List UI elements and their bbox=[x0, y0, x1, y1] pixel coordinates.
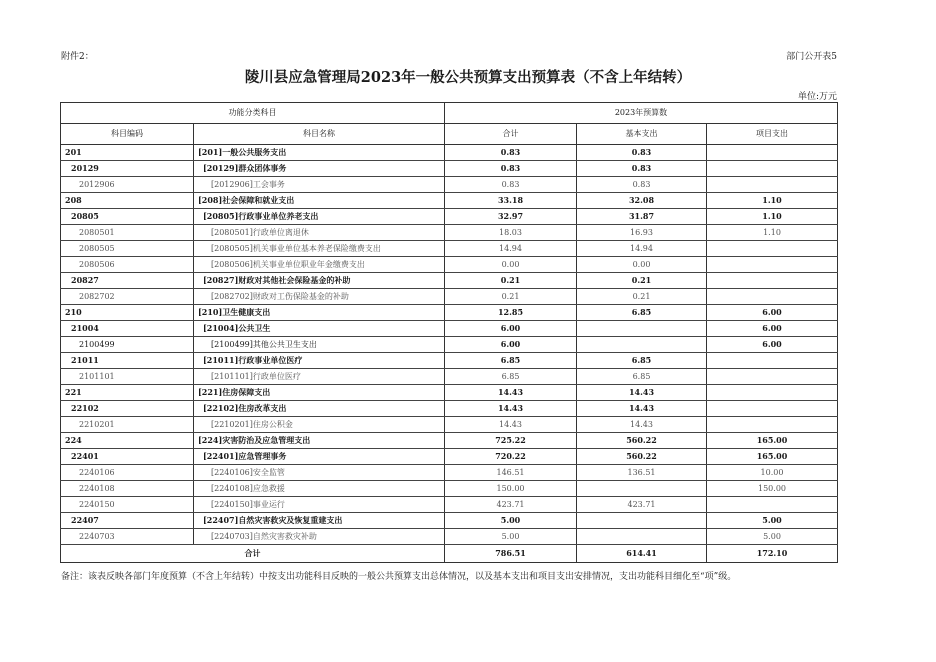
cell-project: 165.00 bbox=[707, 449, 838, 465]
cell-project bbox=[707, 401, 838, 417]
cell-basic: 14.94 bbox=[577, 241, 707, 257]
cell-name: [2082702]财政对工伤保险基金的补助 bbox=[194, 289, 445, 305]
cell-name: [201]一般公共服务支出 bbox=[194, 145, 445, 161]
table-row bbox=[61, 449, 838, 465]
cell-name: [221]住房保障支出 bbox=[194, 385, 445, 401]
table-row bbox=[61, 289, 838, 305]
cell-total: 6.85 bbox=[445, 353, 577, 369]
cell-code: 208 bbox=[61, 193, 194, 209]
cell-total: 0.21 bbox=[445, 273, 577, 289]
cell-total: 14.43 bbox=[445, 385, 577, 401]
cell-total: 0.00 bbox=[445, 257, 577, 273]
cell-total: 14.94 bbox=[445, 241, 577, 257]
cell-name: [2100499]其他公共卫生支出 bbox=[194, 337, 445, 353]
cell-code: 210 bbox=[61, 305, 194, 321]
cell-total: 725.22 bbox=[445, 433, 577, 449]
col-header-code: 科目编码 bbox=[61, 124, 194, 145]
total-project: 172.10 bbox=[707, 545, 838, 563]
cell-project: 6.00 bbox=[707, 305, 838, 321]
cell-name: [2240150]事业运行 bbox=[194, 497, 445, 513]
table-row bbox=[61, 353, 838, 369]
cell-basic: 31.87 bbox=[577, 209, 707, 225]
table-row bbox=[61, 241, 838, 257]
col-header-basic: 基本支出 bbox=[577, 124, 707, 145]
table-row bbox=[61, 225, 838, 241]
unit-label: 单位:万元 bbox=[797, 92, 837, 102]
cell-total: 5.00 bbox=[445, 513, 577, 529]
cell-project: 5.00 bbox=[707, 513, 838, 529]
cell-basic: 14.43 bbox=[577, 401, 707, 417]
cell-name: [2240703]自然灾害救灾补助 bbox=[194, 529, 445, 545]
cell-total: 423.71 bbox=[445, 497, 577, 513]
cell-code: 20129 bbox=[61, 161, 194, 177]
table-row bbox=[61, 161, 838, 177]
cell-name: [2240106]安全监管 bbox=[194, 465, 445, 481]
cell-code: 22401 bbox=[61, 449, 194, 465]
table-row bbox=[61, 385, 838, 401]
cell-basic: 0.83 bbox=[577, 161, 707, 177]
table-row bbox=[61, 177, 838, 193]
col-header-total: 合计 bbox=[445, 124, 577, 145]
cell-total: 0.83 bbox=[445, 145, 577, 161]
cell-code: 2100499 bbox=[61, 337, 194, 353]
cell-name: [22102]住房改革支出 bbox=[194, 401, 445, 417]
cell-total: 0.83 bbox=[445, 177, 577, 193]
cell-basic: 14.43 bbox=[577, 417, 707, 433]
cell-code: 2101101 bbox=[61, 369, 194, 385]
cell-code: 20827 bbox=[61, 273, 194, 289]
cell-basic bbox=[577, 513, 707, 529]
cell-name: [2080505]机关事业单位基本养老保险缴费支出 bbox=[194, 241, 445, 257]
cell-code: 221 bbox=[61, 385, 194, 401]
cell-total: 0.83 bbox=[445, 161, 577, 177]
cell-basic bbox=[577, 481, 707, 497]
cell-code: 2240108 bbox=[61, 481, 194, 497]
footnote: 备注：该表反映各部门年度预算（不含上年结转）中按支出功能科目反映的一般公共预算支出总体情况，以及基本支出和项目支出安排情况，支出功能科目细化至“项”级。 bbox=[61, 572, 737, 582]
col-header-name: 科目名称 bbox=[194, 124, 445, 145]
total-sum: 786.51 bbox=[445, 545, 577, 563]
cell-total: 150.00 bbox=[445, 481, 577, 497]
cell-total: 14.43 bbox=[445, 417, 577, 433]
total-basic: 614.41 bbox=[577, 545, 707, 563]
cell-project bbox=[707, 241, 838, 257]
cell-total: 6.00 bbox=[445, 321, 577, 337]
cell-name: [21004]公共卫生 bbox=[194, 321, 445, 337]
cell-project: 6.00 bbox=[707, 337, 838, 353]
col-header-project: 项目支出 bbox=[707, 124, 838, 145]
cell-basic: 6.85 bbox=[577, 305, 707, 321]
table-row bbox=[61, 145, 838, 161]
cell-code: 2080501 bbox=[61, 225, 194, 241]
group-header-budget: 2023年预算数 bbox=[445, 103, 838, 124]
table-row bbox=[61, 369, 838, 385]
table-row bbox=[61, 209, 838, 225]
cell-name: [210]卫生健康支出 bbox=[194, 305, 445, 321]
table-row bbox=[61, 433, 838, 449]
cell-total: 5.00 bbox=[445, 529, 577, 545]
cell-project bbox=[707, 177, 838, 193]
cell-total: 6.85 bbox=[445, 369, 577, 385]
cell-project: 150.00 bbox=[707, 481, 838, 497]
total-label: 合计 bbox=[61, 545, 445, 563]
table-row bbox=[61, 257, 838, 273]
attachment-label: 附件2： bbox=[61, 52, 94, 62]
cell-project bbox=[707, 257, 838, 273]
table-row bbox=[61, 465, 838, 481]
cell-basic: 14.43 bbox=[577, 385, 707, 401]
table-row bbox=[61, 337, 838, 353]
table-row bbox=[61, 321, 838, 337]
cell-code: 224 bbox=[61, 433, 194, 449]
table-row bbox=[61, 497, 838, 513]
cell-code: 2012906 bbox=[61, 177, 194, 193]
cell-code: 2082702 bbox=[61, 289, 194, 305]
cell-code: 2240106 bbox=[61, 465, 194, 481]
budget-table bbox=[60, 102, 838, 563]
table-row bbox=[61, 529, 838, 545]
cell-project: 6.00 bbox=[707, 321, 838, 337]
cell-basic: 6.85 bbox=[577, 353, 707, 369]
cell-basic bbox=[577, 321, 707, 337]
cell-name: [22401]应急管理事务 bbox=[194, 449, 445, 465]
cell-basic: 0.21 bbox=[577, 289, 707, 305]
cell-total: 14.43 bbox=[445, 401, 577, 417]
cell-basic: 0.83 bbox=[577, 145, 707, 161]
cell-basic bbox=[577, 529, 707, 545]
cell-project bbox=[707, 145, 838, 161]
table-row bbox=[61, 417, 838, 433]
cell-total: 6.00 bbox=[445, 337, 577, 353]
cell-name: [208]社会保障和就业支出 bbox=[194, 193, 445, 209]
cell-project bbox=[707, 497, 838, 513]
cell-basic: 16.93 bbox=[577, 225, 707, 241]
cell-total: 720.22 bbox=[445, 449, 577, 465]
table-row bbox=[61, 273, 838, 289]
cell-name: [2080506]机关事业单位职业年金缴费支出 bbox=[194, 257, 445, 273]
cell-code: 22407 bbox=[61, 513, 194, 529]
cell-name: [2210201]住房公积金 bbox=[194, 417, 445, 433]
cell-total: 146.51 bbox=[445, 465, 577, 481]
cell-project: 5.00 bbox=[707, 529, 838, 545]
cell-project bbox=[707, 289, 838, 305]
cell-code: 201 bbox=[61, 145, 194, 161]
cell-project: 1.10 bbox=[707, 209, 838, 225]
table-row bbox=[61, 193, 838, 209]
cell-code: 21011 bbox=[61, 353, 194, 369]
cell-project bbox=[707, 385, 838, 401]
cell-project: 165.00 bbox=[707, 433, 838, 449]
cell-basic: 560.22 bbox=[577, 449, 707, 465]
cell-code: 2080506 bbox=[61, 257, 194, 273]
cell-basic: 0.00 bbox=[577, 257, 707, 273]
cell-name: [21011]行政事业单位医疗 bbox=[194, 353, 445, 369]
cell-basic: 560.22 bbox=[577, 433, 707, 449]
cell-basic: 32.08 bbox=[577, 193, 707, 209]
cell-name: [2240108]应急救援 bbox=[194, 481, 445, 497]
table-row bbox=[61, 481, 838, 497]
cell-name: [20805]行政事业单位养老支出 bbox=[194, 209, 445, 225]
cell-code: 20805 bbox=[61, 209, 194, 225]
table-row bbox=[61, 401, 838, 417]
cell-total: 0.21 bbox=[445, 289, 577, 305]
cell-code: 2240703 bbox=[61, 529, 194, 545]
cell-name: [20827]财政对其他社会保险基金的补助 bbox=[194, 273, 445, 289]
cell-project: 1.10 bbox=[707, 193, 838, 209]
cell-basic: 0.83 bbox=[577, 177, 707, 193]
form-id-label: 部门公开表5 bbox=[786, 52, 837, 62]
cell-code: 21004 bbox=[61, 321, 194, 337]
cell-code: 2210201 bbox=[61, 417, 194, 433]
group-header-function: 功能分类科目 bbox=[61, 103, 445, 124]
cell-basic: 136.51 bbox=[577, 465, 707, 481]
cell-basic: 6.85 bbox=[577, 369, 707, 385]
cell-project bbox=[707, 273, 838, 289]
cell-total: 12.85 bbox=[445, 305, 577, 321]
cell-code: 2240150 bbox=[61, 497, 194, 513]
cell-total: 33.18 bbox=[445, 193, 577, 209]
cell-name: [2080501]行政单位离退休 bbox=[194, 225, 445, 241]
cell-basic: 0.21 bbox=[577, 273, 707, 289]
cell-basic: 423.71 bbox=[577, 497, 707, 513]
total-row bbox=[61, 545, 838, 563]
cell-total: 18.03 bbox=[445, 225, 577, 241]
cell-basic bbox=[577, 337, 707, 353]
cell-project bbox=[707, 417, 838, 433]
page-title: 陵川县应急管理局2023年一般公共预算支出预算表（不含上年结转） bbox=[244, 69, 692, 86]
cell-project: 1.10 bbox=[707, 225, 838, 241]
cell-name: [22407]自然灾害救灾及恢复重建支出 bbox=[194, 513, 445, 529]
cell-code: 2080505 bbox=[61, 241, 194, 257]
cell-project bbox=[707, 353, 838, 369]
table-row bbox=[61, 305, 838, 321]
cell-total: 32.97 bbox=[445, 209, 577, 225]
cell-project bbox=[707, 161, 838, 177]
table-row bbox=[61, 513, 838, 529]
cell-name: [2012906]工会事务 bbox=[194, 177, 445, 193]
cell-name: [20129]群众团体事务 bbox=[194, 161, 445, 177]
table-body bbox=[61, 145, 838, 545]
cell-name: [224]灾害防治及应急管理支出 bbox=[194, 433, 445, 449]
cell-code: 22102 bbox=[61, 401, 194, 417]
cell-project bbox=[707, 369, 838, 385]
cell-project: 10.00 bbox=[707, 465, 838, 481]
cell-name: [2101101]行政单位医疗 bbox=[194, 369, 445, 385]
